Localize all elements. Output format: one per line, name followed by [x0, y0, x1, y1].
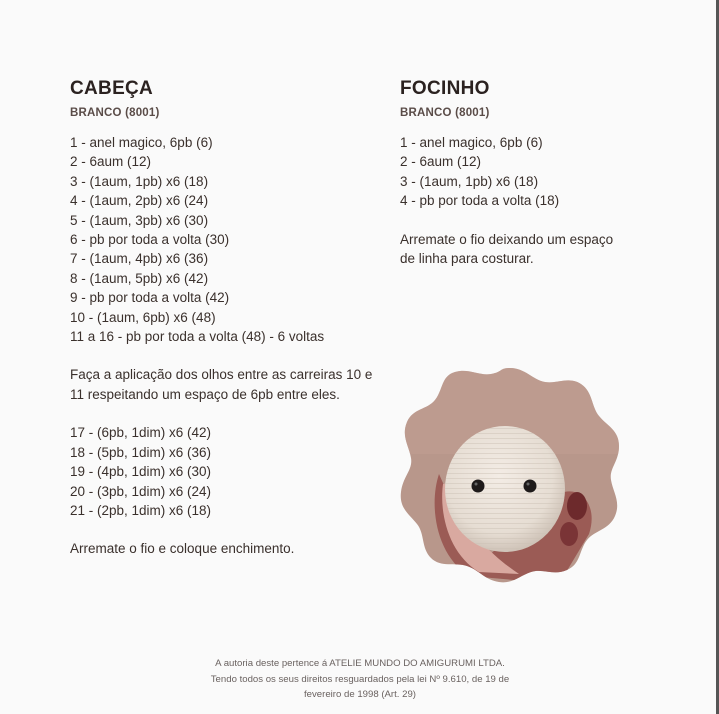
round-row: 10 - (1aum, 6pb) x6 (48) [70, 309, 216, 325]
round-row: 7 - (1aum, 4pb) x6 (36) [70, 251, 209, 267]
round-row: 4 - pb por toda a volta (18) [400, 193, 560, 209]
snout-section [400, 78, 660, 268]
section-title: CABEÇA [70, 78, 154, 99]
round-row: 6 - pb por toda a volta (30) [70, 232, 230, 248]
round-row: 4 - (1aum, 2pb) x6 (24) [70, 193, 209, 209]
round-row: 3 - (1aum, 1pb) x6 (18) [70, 173, 209, 189]
round-row: 2 - 6aum (12) [70, 154, 152, 170]
round-row: 1 - anel magico, 6pb (6) [70, 135, 213, 150]
eyes-note: Faça a aplicação dos olhos entre as carreiras 10 e 11 respeitando um espaço de 6pb entre eles. [70, 367, 373, 402]
rounds-list [400, 133, 660, 211]
scalloped-photo-image [399, 364, 621, 584]
head-section [70, 78, 390, 559]
yarn-color: BRANCO (8001) [400, 107, 490, 119]
amigurumi-photo [399, 364, 621, 584]
round-row: 11 a 16 - pb por toda a volta (48) - 6 voltas [70, 329, 325, 345]
rounds-list-part2 [70, 423, 390, 520]
round-row: 1 - anel magico, 6pb (6) [400, 135, 543, 150]
round-row: 18 - (5pb, 1dim) x6 (36) [70, 444, 212, 460]
round-row: 9 - pb por toda a volta (42) [70, 290, 230, 306]
yarn-color: BRANCO (8001) [70, 107, 160, 119]
rounds-list-part1 [70, 133, 390, 346]
closing-note: Arremate o fio deixando um espaço de linha para costurar. [400, 231, 614, 267]
round-row: 20 - (3pb, 1dim) x6 (24) [70, 483, 212, 499]
footer-line: fevereiro de 1998 (Art. 29) [304, 689, 416, 700]
section-title: FOCINHO [400, 78, 490, 99]
copyright-footer [150, 656, 570, 703]
round-row: 21 - (2pb, 1dim) x6 (18) [70, 502, 212, 518]
round-row: 19 - (4pb, 1dim) x6 (30) [70, 464, 212, 480]
round-row: 17 - (6pb, 1dim) x6 (42) [70, 425, 212, 441]
round-row: 3 - (1aum, 1pb) x6 (18) [400, 173, 539, 189]
round-row: 8 - (1aum, 5pb) x6 (42) [70, 270, 209, 286]
round-row: 2 - 6aum (12) [400, 154, 482, 170]
closing-note: Arremate o fio e coloque enchimento. [70, 541, 295, 557]
round-row: 5 - (1aum, 3pb) x6 (30) [70, 212, 209, 228]
footer-line: A autoria deste pertence á ATELIE MUNDO DO AMIGURUMI LTDA. [215, 658, 505, 669]
footer-line: Tendo todos os seus direitos resguardados pela lei Nº 9.610, de 19 de [210, 673, 510, 685]
